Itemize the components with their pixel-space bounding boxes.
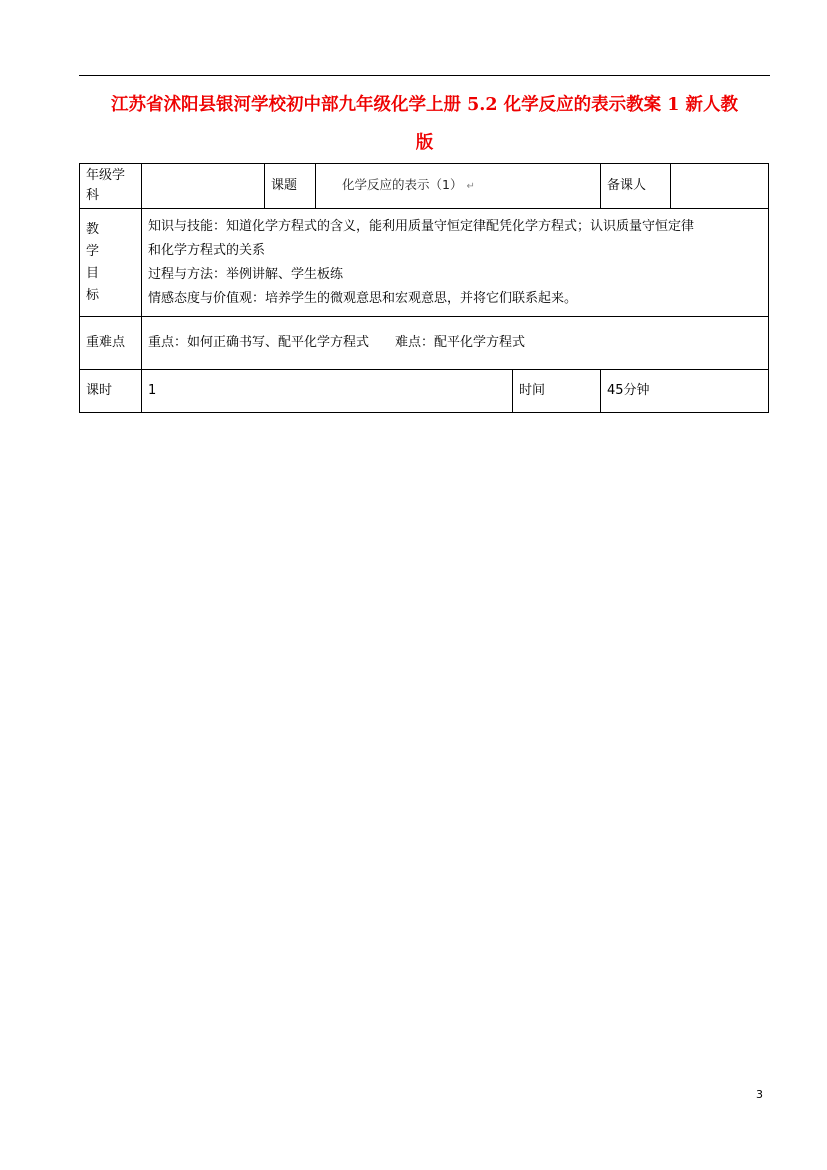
preparer-label: 备课人 (601, 164, 671, 209)
topic-text: 化学反应的表示（1） (342, 177, 463, 192)
objective-knowledge: 知识与技能：知道化学方程式的含义，能利用质量守恒定律配凭化学方程式；认识质量守恒定律 (148, 218, 695, 234)
row-period (80, 370, 769, 413)
preparer-value (671, 164, 769, 209)
time-label: 时间 (513, 370, 601, 413)
objective-process: 过程与方法：举例讲解、学生板练 (148, 266, 344, 282)
paragraph-mark-icon: ↵ (466, 181, 475, 192)
topic-value (316, 164, 601, 209)
topic-label: 课题 (265, 164, 316, 209)
period-value: 1 (142, 370, 513, 413)
objective-knowledge-cont: 和化学方程式的关系 (148, 242, 266, 258)
lesson-plan-table (79, 163, 769, 413)
key-point: 重点：如何正确书写、配平化学方程式 (148, 335, 370, 350)
period-label: 课时 (80, 370, 142, 413)
time-value: 45分钟 (601, 370, 769, 413)
objectives-content (142, 209, 769, 317)
header-rule (79, 75, 770, 76)
document-title (79, 86, 770, 162)
objective-attitude: 情感态度与价值观：培养学生的微观意思和宏观意思，并将它们联系起来。 (148, 290, 578, 306)
difficult-point: 难点：配平化学方程式 (395, 335, 526, 350)
title-line-2: 版 (415, 133, 434, 153)
page-number: 3 (756, 1088, 763, 1101)
key-points-content (142, 317, 769, 370)
row-objectives (80, 209, 769, 317)
row-key-points (80, 317, 769, 370)
title-line-1: 江苏省沭阳县银河学校初中部九年级化学上册 5.2 化学反应的表示教案 1 新人教 (111, 95, 738, 115)
key-points-label: 重难点 (80, 317, 142, 370)
grade-subject-label: 年级学科 (80, 164, 142, 209)
grade-subject-value (142, 164, 265, 209)
row-header-info (80, 164, 769, 209)
objectives-label: 教 学 目 标 (80, 209, 142, 317)
